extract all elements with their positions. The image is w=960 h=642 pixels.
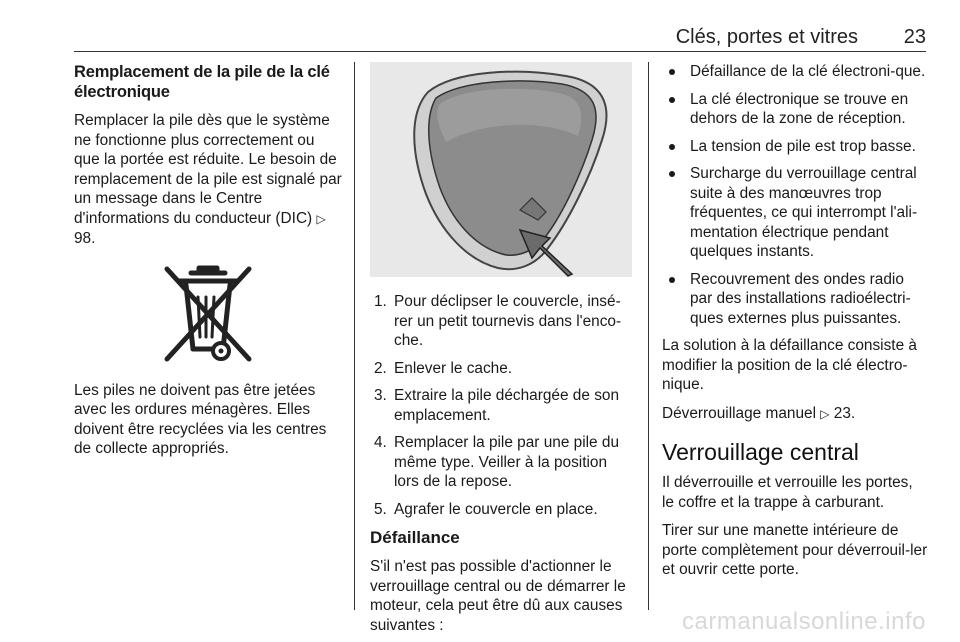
central-locking-paragraph: Il déverrouille et verrouille les portes, le coffre et la trappe à carburant. (662, 474, 913, 511)
column-divider-1 (354, 62, 355, 610)
list-item: Recouvrement des ondes radio par des installations radioélectri‐ques externes plus puissantes. (662, 270, 928, 329)
list-item: La tension de pile est trop basse. (662, 137, 928, 157)
bullet-icon (669, 144, 675, 150)
page-number: 23 (903, 26, 926, 48)
crossed-bin-icon (153, 263, 263, 367)
bullet-icon (669, 69, 675, 75)
arrow-reference-icon: ▷ (316, 211, 326, 226)
failure-paragraph: S'il n'est pas possible d'actionner le verrouillage central ou de démarrer le moteur, cela peut être dû aux causes suivantes : (370, 558, 626, 634)
solution-paragraph: La solution à la défaillance consiste à modifier la position de la clé électro‐nique. (662, 337, 917, 393)
arrow-reference-icon: ▷ (820, 406, 830, 421)
header-divider (74, 51, 926, 52)
list-item: 2. Enlever le cache. (374, 359, 513, 377)
list-item: 5. Agrafer le couvercle en place. (374, 500, 598, 518)
manual-unlock-ref: Déverrouillage manuel ▷ 23. (662, 404, 856, 422)
section-heading-central-locking: Verrouillage central (662, 439, 859, 465)
column-divider-2 (648, 62, 649, 610)
bullet-icon (669, 171, 675, 177)
chapter-title: Clés, portes et vitres (675, 26, 858, 48)
disposal-paragraph: Les piles ne doivent pas être jetées avec les ordures ménagères. Elles doivent être recyclées via les centres de collecte appropriés. (74, 381, 327, 457)
column-1 (74, 62, 342, 459)
list-item: 4. Remplacer la pile par une pile du même type. Veiller à la position lors de la repose. (374, 434, 620, 490)
list-item: 3. Extraire la pile déchargée de son emplacement. (374, 387, 620, 424)
battery-paragraph (74, 111, 342, 249)
column-2 (370, 62, 633, 635)
page-header (74, 26, 926, 52)
door-handle-paragraph: Tirer sur une manette intérieure de porte complètement pour déverrouil‐ler et ouvrir cette porte. (662, 522, 928, 578)
list-item: Défaillance de la clé électroni‐que. (662, 62, 928, 82)
battery-paragraph-text: Remplacer la pile dès que le système ne fonctionne plus correctement ou que la portée est réduite. Le besoin de remplacement de la pile est signalé par un message dans le Centre d'informations du conducteur (DIC) (74, 112, 342, 227)
key-fob-figure (370, 62, 632, 277)
subheading-failure: Défaillance (370, 528, 460, 547)
failure-causes-list (662, 62, 928, 328)
battery-page-ref: 98. (74, 230, 96, 247)
section-heading-battery: Remplacement de la pile de la clé électronique (74, 63, 330, 101)
watermark: carmanualsonline.info (682, 608, 926, 635)
bullet-icon (669, 277, 675, 283)
column-3 (662, 62, 928, 580)
list-item: 1. Pour déclipser le couvercle, insé‐rer un petit tournevis dans l'enco‐che. (374, 293, 622, 349)
list-item: Surcharge du verrouillage central suite à des manœuvres trop fréquentes, ce qui interrompt l'ali‐mentation électrique pendant quelques instants. (662, 164, 928, 262)
replacement-steps (370, 292, 633, 519)
bullet-icon (669, 97, 675, 103)
key-fob-image (370, 62, 632, 277)
list-item: La clé électronique se trouve en dehors de la zone de réception. (662, 90, 928, 129)
recycling-figure (74, 263, 342, 367)
